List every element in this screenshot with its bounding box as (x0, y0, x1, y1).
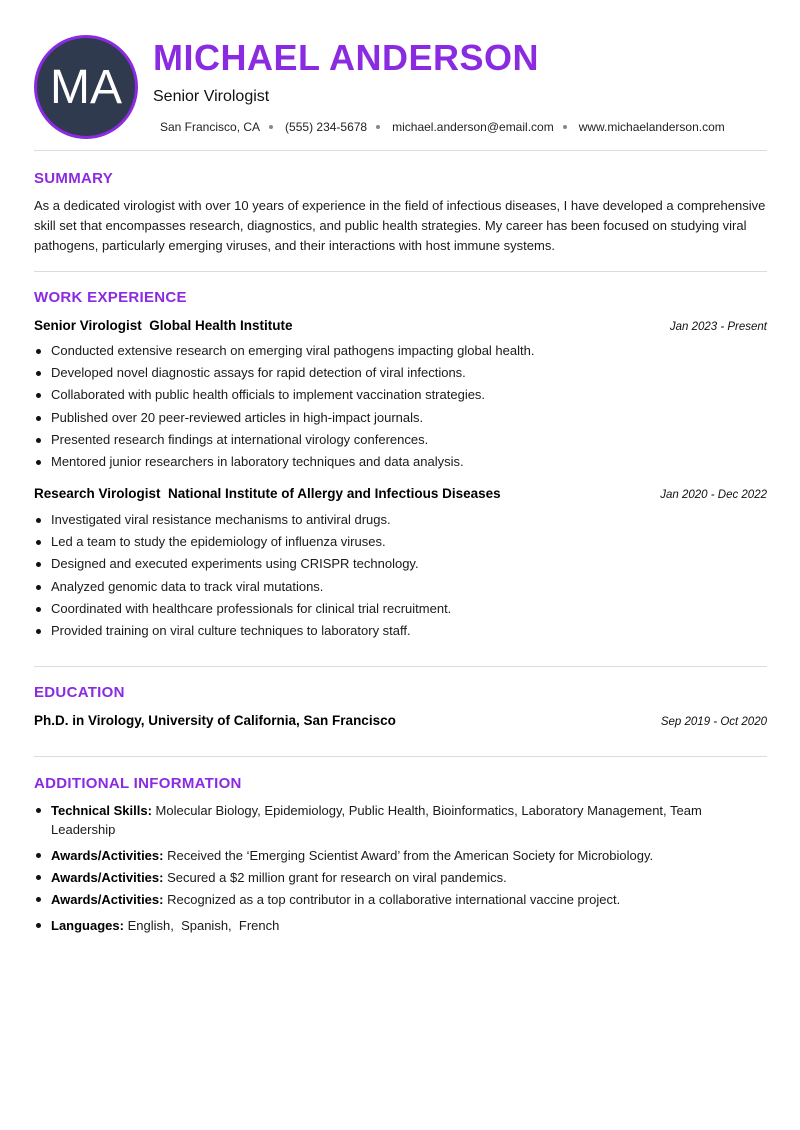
candidate-name: MICHAEL ANDERSON (153, 37, 540, 78)
contact-bar (160, 120, 725, 134)
list-item: Published over 20 peer-reviewed articles in high-impact journals. (34, 408, 767, 430)
job-dates: Jan 2020 - Dec 2022 (660, 489, 767, 501)
info-text: English, Spanish, French (127, 918, 280, 933)
degree: Ph.D. in Virology, University of California, San Francisco (34, 713, 396, 728)
info-text: Recognized as a top contributor in a collaborative international vaccine project. (167, 892, 621, 907)
list-item: Presented research findings at international virology conferences. (34, 430, 767, 452)
job-header (34, 486, 767, 501)
info-label: Languages: (51, 918, 124, 933)
work-experience-heading: WORK EXPERIENCE (34, 289, 187, 306)
list-item (34, 801, 767, 839)
separator-dot-icon (376, 125, 380, 129)
divider (34, 666, 767, 667)
divider (34, 271, 767, 272)
job-bullet-list (34, 510, 767, 643)
list-item (34, 890, 767, 909)
list-item: Analyzed genomic data to track viral mutations. (34, 577, 767, 599)
info-text: Secured a $2 million grant for research on viral pandemics. (167, 870, 507, 885)
info-label: Awards/Activities: (51, 892, 164, 907)
divider (34, 150, 767, 151)
additional-info-heading: ADDITIONAL INFORMATION (34, 775, 242, 792)
list-item: Collaborated with public health officials to implement vaccination strategies. (34, 385, 767, 407)
info-text: Received the ‘Emerging Scientist Award’ from the American Society for Microbiology. (167, 848, 654, 863)
list-item (34, 846, 767, 865)
list-item: Investigated viral resistance mechanisms to antiviral drugs. (34, 510, 767, 532)
list-item: Led a team to study the epidemiology of influenza viruses. (34, 532, 767, 554)
job-heading: Research Virologist National Institute of Allergy and Infectious Diseases (34, 486, 501, 501)
job-dates: Jan 2023 - Present (669, 321, 767, 333)
separator-dot-icon (563, 125, 567, 129)
list-item: Conducted extensive research on emerging viral pathogens impacting global health. (34, 341, 767, 363)
separator-dot-icon (269, 125, 273, 129)
additional-info-list (34, 801, 767, 938)
summary-heading: SUMMARY (34, 170, 114, 187)
contact-email[interactable]: michael.anderson@email.com (392, 120, 554, 134)
contact-website[interactable]: www.michaelanderson.com (578, 120, 725, 134)
list-item (34, 868, 767, 887)
job-header (34, 318, 767, 333)
summary-text: As a dedicated virologist with over 10 years of experience in the field of infectious diseases, I have developed a comprehensive skill set that encompasses research, diagnostics, and public health strategies. My career has been focused on studying viral pathogens, particularly emerging viruses, and their interactions with host immune systems. (34, 198, 766, 253)
divider (34, 756, 767, 757)
list-item: Provided training on viral culture techniques to laboratory staff. (34, 621, 767, 643)
info-label: Awards/Activities: (51, 870, 164, 885)
contact-location: San Francisco, CA (160, 120, 261, 134)
job-heading: Senior Virologist Global Health Institute (34, 318, 293, 333)
info-text: Molecular Biology, Epidemiology, Public Health, Bioinformatics, Laboratory Management, Team Leadership (51, 803, 702, 837)
info-label: Technical Skills: (51, 803, 152, 818)
education-heading: EDUCATION (34, 684, 125, 701)
info-label: Awards/Activities: (51, 848, 164, 863)
avatar-initials: MA (50, 60, 122, 114)
education-header (34, 713, 767, 728)
job-bullet-list (34, 341, 767, 474)
contact-phone[interactable]: (555) 234-5678 (285, 120, 368, 134)
job-title: Senior Virologist (153, 88, 270, 105)
list-item (34, 916, 767, 935)
list-item: Mentored junior researchers in laboratory techniques and data analysis. (34, 452, 767, 474)
avatar (34, 35, 138, 139)
list-item: Designed and executed experiments using CRISPR technology. (34, 554, 767, 576)
education-dates: Sep 2019 - Oct 2020 (660, 716, 767, 728)
list-item: Coordinated with healthcare professionals for clinical trial recruitment. (34, 599, 767, 621)
list-item: Developed novel diagnostic assays for rapid detection of viral infections. (34, 363, 767, 385)
